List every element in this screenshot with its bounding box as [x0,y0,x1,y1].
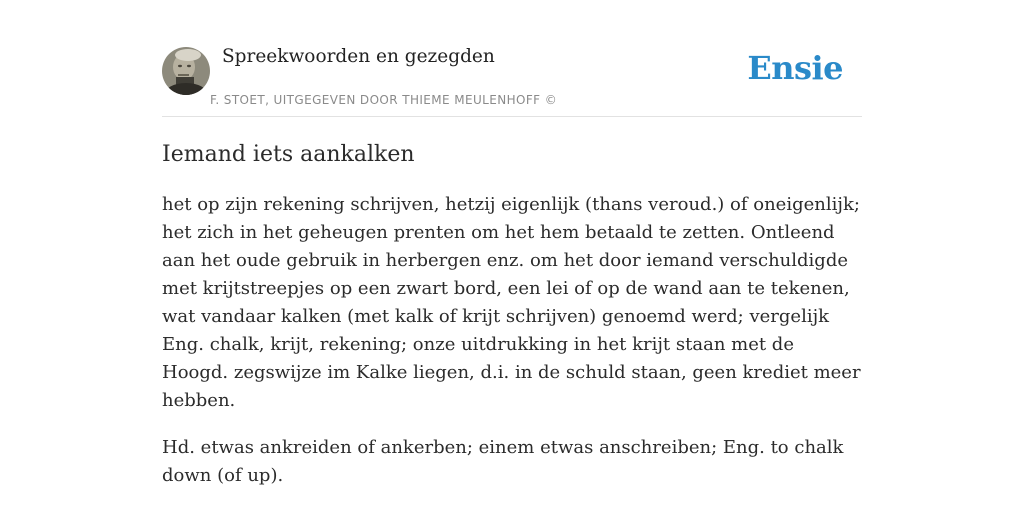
portrait-icon [162,47,210,95]
author-avatar[interactable] [162,47,210,95]
entry-paragraph: Hd. etwas ankreiden of ankerben; einem etwas anschreiben; Eng. to chalk down (of up). [162,437,844,486]
ensie-logo[interactable]: Ensie [747,49,843,87]
source-credit: F. STOET, UITGEGEVEN DOOR THIEME MEULENHOFF © [210,93,558,107]
entry-paragraph: het op zijn rekening schrijven, hetzij eigenlijk (thans veroud.) of oneigenlijk; het zich in het geheugen prenten om het hem betaald te zetten. Ontleend aan het oude gebruik in herbergen enz. om het door iemand verschuldigde met krijtstreepjes op een zwart bord, een lei of op de wand aan te tekenen, wat vandaar kalken (met kalk of krijt schrijven) genoemd werd; vergelijk Eng. chalk, krijt, rekening; onze uitdrukking in het krijt staan met de Hoogd. zegswijze im Kalke liegen, d.i. in de schuld staan, geen krediet meer hebben. [162,194,861,411]
source-title[interactable]: Spreekwoorden en gezegden [222,46,495,67]
source-header [162,46,862,117]
entry-content [162,140,862,509]
entry-title: Iemand iets aankalken [162,142,415,167]
